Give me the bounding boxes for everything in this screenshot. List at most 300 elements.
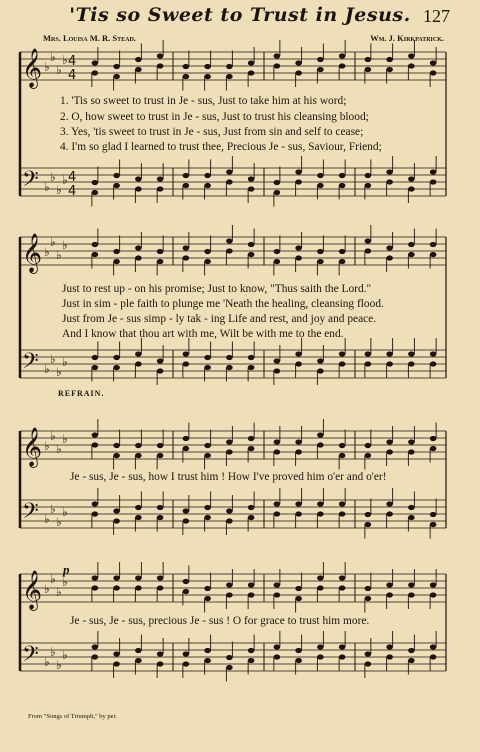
note <box>430 522 437 527</box>
note <box>157 249 164 254</box>
note <box>317 501 324 506</box>
verse-4-line-a: 4. I'm so glad I learned to trust thee, Precious Je - sus, Saviour, Friend; <box>60 141 382 153</box>
note <box>157 575 164 580</box>
time-signature-numeral: 4 <box>68 54 77 69</box>
note <box>183 183 190 188</box>
note <box>386 351 393 356</box>
note <box>92 355 99 360</box>
bass-clef-icon: 𝄢 <box>22 642 39 672</box>
note <box>339 644 346 649</box>
note <box>386 644 393 649</box>
flat-sign-icon: ♭ <box>44 439 50 453</box>
page-number: 127 <box>423 6 450 26</box>
note <box>317 67 324 72</box>
note <box>204 515 211 520</box>
note <box>295 511 302 516</box>
note <box>183 661 190 666</box>
refrain-label: REFRAIN. <box>58 389 105 398</box>
note <box>248 446 255 451</box>
note <box>204 173 211 178</box>
note <box>157 53 164 58</box>
verse-3-line-b: Just from Je - sus simp - ly tak - ing Life and rest, and joy and peace. <box>62 313 377 325</box>
note <box>386 57 393 62</box>
note <box>408 176 415 181</box>
note <box>339 361 346 366</box>
note <box>317 432 324 437</box>
note <box>339 511 346 516</box>
note <box>226 655 233 660</box>
note <box>430 252 437 257</box>
note <box>295 648 302 653</box>
note <box>339 53 346 58</box>
note <box>226 592 233 597</box>
note <box>317 442 324 447</box>
note <box>408 63 415 68</box>
note <box>226 238 233 243</box>
flat-sign-icon: ♭ <box>50 170 56 184</box>
flat-sign-icon: ♭ <box>56 183 62 197</box>
note <box>339 183 346 188</box>
note <box>339 654 346 659</box>
note <box>430 179 437 184</box>
flat-sign-icon: ♭ <box>50 429 56 443</box>
note <box>408 351 415 356</box>
note <box>204 259 211 264</box>
note <box>204 355 211 360</box>
note <box>157 453 164 458</box>
note <box>135 186 142 191</box>
note <box>113 453 120 458</box>
note <box>317 654 324 659</box>
note <box>408 505 415 510</box>
note <box>317 249 324 254</box>
flat-sign-icon: ♭ <box>62 432 68 446</box>
hymn-title: 'Tis so Sweet to Trust in Jesus. <box>69 4 411 26</box>
verse-4-line-b: And I know that thou art with me, Wilt be with me to the end. <box>62 328 344 340</box>
note <box>183 245 190 250</box>
note <box>339 173 346 178</box>
note <box>226 365 233 370</box>
note <box>295 439 302 444</box>
note <box>386 582 393 587</box>
note <box>157 585 164 590</box>
flat-sign-icon: ♭ <box>44 655 50 669</box>
note <box>386 255 393 260</box>
note <box>295 179 302 184</box>
note <box>135 453 142 458</box>
flat-sign-icon: ♭ <box>44 512 50 526</box>
note <box>113 365 120 370</box>
note <box>365 183 372 188</box>
dynamic-mark-piano: p <box>63 562 70 577</box>
flat-sign-icon: ♭ <box>50 235 56 249</box>
note <box>339 585 346 590</box>
note <box>386 245 393 250</box>
note <box>386 654 393 659</box>
note <box>135 575 142 580</box>
note <box>408 449 415 454</box>
note <box>365 57 372 62</box>
note <box>92 501 99 506</box>
verse-1-line-b: Just to rest up - on his promise; Just to know, "Thus saith the Lord." <box>62 283 372 295</box>
note <box>317 358 324 363</box>
note <box>183 255 190 260</box>
note <box>339 249 346 254</box>
note <box>339 453 346 458</box>
note <box>183 361 190 366</box>
note <box>183 64 190 69</box>
bass-clef-icon: 𝄢 <box>22 167 39 197</box>
note <box>386 439 393 444</box>
note <box>274 180 281 185</box>
note <box>430 169 437 174</box>
note <box>365 238 372 243</box>
note <box>365 351 372 356</box>
note <box>365 596 372 601</box>
note <box>248 355 255 360</box>
note <box>157 186 164 191</box>
note <box>430 582 437 587</box>
note <box>113 651 120 656</box>
note <box>113 355 120 360</box>
note <box>339 501 346 506</box>
note <box>157 368 164 373</box>
note <box>113 585 120 590</box>
note <box>274 53 281 58</box>
note <box>295 658 302 663</box>
note <box>408 648 415 653</box>
note <box>248 176 255 181</box>
note <box>295 60 302 65</box>
note <box>135 361 142 366</box>
bass-clef-icon: 𝄢 <box>22 499 39 529</box>
note <box>365 173 372 178</box>
note <box>135 505 142 510</box>
note <box>226 64 233 69</box>
note <box>339 259 346 264</box>
flat-sign-icon: ♭ <box>44 180 50 194</box>
note <box>274 63 281 68</box>
flat-sign-icon: ♭ <box>62 648 68 662</box>
note <box>295 169 302 174</box>
note <box>92 442 99 447</box>
note <box>430 644 437 649</box>
note <box>317 511 324 516</box>
note <box>408 515 415 520</box>
note <box>113 183 120 188</box>
note <box>339 351 346 356</box>
note <box>317 57 324 62</box>
note <box>113 518 120 523</box>
note <box>386 592 393 597</box>
flat-sign-icon: ♭ <box>62 575 68 589</box>
note <box>157 443 164 448</box>
note <box>226 449 233 454</box>
flat-sign-icon: ♭ <box>50 645 56 659</box>
flat-sign-icon: ♭ <box>62 355 68 369</box>
time-signature-numeral: 4 <box>68 68 77 83</box>
note <box>204 596 211 601</box>
treble-clef-icon: 𝄞 <box>22 233 43 273</box>
note <box>157 661 164 666</box>
note <box>295 586 302 591</box>
note <box>113 74 120 79</box>
note <box>274 190 281 195</box>
note <box>226 169 233 174</box>
note <box>274 592 281 597</box>
flat-sign-icon: ♭ <box>44 60 50 74</box>
note <box>226 439 233 444</box>
note <box>183 173 190 178</box>
note <box>204 183 211 188</box>
note <box>92 654 99 659</box>
note <box>157 505 164 510</box>
note <box>339 443 346 448</box>
note <box>386 361 393 366</box>
note <box>317 575 324 580</box>
note <box>317 585 324 590</box>
note <box>92 190 99 195</box>
note <box>157 63 164 68</box>
note <box>92 575 99 580</box>
treble-clef-icon: 𝄞 <box>22 570 43 610</box>
note <box>248 242 255 247</box>
note <box>274 368 281 373</box>
note <box>248 252 255 257</box>
note <box>92 252 99 257</box>
note <box>226 179 233 184</box>
note <box>183 579 190 584</box>
note <box>365 443 372 448</box>
note <box>226 518 233 523</box>
note <box>274 249 281 254</box>
note <box>430 361 437 366</box>
note <box>248 505 255 510</box>
note <box>92 585 99 590</box>
note <box>157 259 164 264</box>
note <box>317 259 324 264</box>
note <box>183 446 190 451</box>
note <box>248 436 255 441</box>
flat-sign-icon: ♭ <box>62 53 68 67</box>
note <box>92 365 99 370</box>
note <box>113 173 120 178</box>
note <box>365 248 372 253</box>
note <box>226 74 233 79</box>
footnote: From "Songs of Triumph," by per. <box>28 713 117 720</box>
note <box>157 515 164 520</box>
note <box>92 511 99 516</box>
note <box>295 449 302 454</box>
refrain-line-2: Je - sus, Je - sus, precious Je - sus ! O for grace to trust him more. <box>70 615 370 627</box>
note <box>430 60 437 65</box>
note <box>339 63 346 68</box>
note <box>183 508 190 513</box>
flat-sign-icon: ♭ <box>56 585 62 599</box>
note <box>204 586 211 591</box>
note <box>365 522 372 527</box>
note <box>113 661 120 666</box>
note <box>183 436 190 441</box>
note <box>226 248 233 253</box>
note <box>248 70 255 75</box>
note <box>183 351 190 356</box>
verse-1-line-a: 1. 'Tis so sweet to trust in Je - sus, Just to take him at his word; <box>60 95 347 107</box>
note <box>365 661 372 666</box>
note <box>317 644 324 649</box>
note <box>226 665 233 670</box>
note <box>430 446 437 451</box>
note <box>430 436 437 441</box>
note <box>295 596 302 601</box>
note <box>408 186 415 191</box>
note <box>113 575 120 580</box>
flat-sign-icon: ♭ <box>62 505 68 519</box>
note <box>135 443 142 448</box>
refrain-line-1: Je - sus, Je - sus, how I trust him ! How I've proved him o'er and o'er! <box>70 471 387 483</box>
flat-sign-icon: ♭ <box>44 582 50 596</box>
note <box>248 648 255 653</box>
note <box>430 512 437 517</box>
note <box>204 453 211 458</box>
note <box>157 176 164 181</box>
note <box>135 658 142 663</box>
note <box>386 511 393 516</box>
note <box>204 505 211 510</box>
note <box>295 351 302 356</box>
note <box>92 242 99 247</box>
flat-sign-icon: ♭ <box>56 515 62 529</box>
flat-sign-icon: ♭ <box>44 245 50 259</box>
note <box>135 245 142 250</box>
flat-sign-icon: ♭ <box>56 365 62 379</box>
note <box>204 249 211 254</box>
note <box>274 501 281 506</box>
note <box>295 245 302 250</box>
note <box>113 64 120 69</box>
note <box>183 74 190 79</box>
flat-sign-icon: ♭ <box>62 238 68 252</box>
note <box>226 508 233 513</box>
note <box>408 582 415 587</box>
flat-sign-icon: ♭ <box>50 50 56 64</box>
note <box>430 242 437 247</box>
note <box>248 592 255 597</box>
verse-2-line-b: Just in sim - ple faith to plunge me 'Neath the healing, cleansing flood. <box>62 298 384 310</box>
note <box>365 651 372 656</box>
note <box>274 449 281 454</box>
note <box>339 575 346 580</box>
note <box>408 361 415 366</box>
note <box>135 255 142 260</box>
flat-sign-icon: ♭ <box>50 352 56 366</box>
note <box>386 179 393 184</box>
note <box>365 512 372 517</box>
note <box>295 501 302 506</box>
note <box>386 169 393 174</box>
note <box>157 651 164 656</box>
note <box>430 654 437 659</box>
note <box>204 648 211 653</box>
note <box>317 183 324 188</box>
note <box>135 648 142 653</box>
note <box>226 582 233 587</box>
flat-sign-icon: ♭ <box>56 248 62 262</box>
note <box>183 651 190 656</box>
note <box>386 67 393 72</box>
flat-sign-icon: ♭ <box>56 63 62 77</box>
treble-clef-icon: 𝄞 <box>22 427 43 467</box>
note <box>248 582 255 587</box>
note <box>408 242 415 247</box>
note <box>113 259 120 264</box>
flat-sign-icon: ♭ <box>56 442 62 456</box>
note <box>408 53 415 58</box>
note <box>274 439 281 444</box>
note <box>430 70 437 75</box>
note <box>92 644 99 649</box>
note <box>204 443 211 448</box>
flat-sign-icon: ♭ <box>50 502 56 516</box>
note <box>365 586 372 591</box>
treble-clef-icon: 𝄞 <box>22 48 43 88</box>
note <box>295 70 302 75</box>
note <box>365 361 372 366</box>
note <box>274 358 281 363</box>
note <box>204 64 211 69</box>
note <box>183 518 190 523</box>
note <box>248 186 255 191</box>
note <box>135 67 142 72</box>
note <box>248 515 255 520</box>
note <box>204 365 211 370</box>
note <box>226 355 233 360</box>
note <box>408 252 415 257</box>
time-signature-numeral: 4 <box>68 184 77 199</box>
flat-sign-icon: ♭ <box>56 658 62 672</box>
note <box>248 658 255 663</box>
note <box>92 180 99 185</box>
verse-2-line-a: 2. O, how sweet to trust in Je - sus, Just to trust his cleansing blood; <box>60 111 369 123</box>
note <box>386 449 393 454</box>
note <box>430 592 437 597</box>
note <box>92 60 99 65</box>
composer-credit: Wm. J. Kirkpatrick. <box>370 33 444 43</box>
note <box>408 439 415 444</box>
note <box>113 443 120 448</box>
note <box>317 173 324 178</box>
bass-clef-icon: 𝄢 <box>22 349 39 379</box>
note <box>365 67 372 72</box>
note <box>386 501 393 506</box>
author-credit: Mrs. Louisa M. R. Stead. <box>43 33 136 43</box>
note <box>135 585 142 590</box>
note <box>248 365 255 370</box>
note <box>274 259 281 264</box>
note <box>204 658 211 663</box>
note <box>317 368 324 373</box>
flat-sign-icon: ♭ <box>50 572 56 586</box>
note <box>248 60 255 65</box>
note <box>295 361 302 366</box>
note <box>408 592 415 597</box>
note <box>274 654 281 659</box>
note <box>274 582 281 587</box>
verse-3-line-a: 3. Yes, 'tis sweet to trust in Je - sus, Just from sin and self to cease; <box>60 126 364 138</box>
note <box>135 351 142 356</box>
note <box>92 70 99 75</box>
note <box>92 432 99 437</box>
